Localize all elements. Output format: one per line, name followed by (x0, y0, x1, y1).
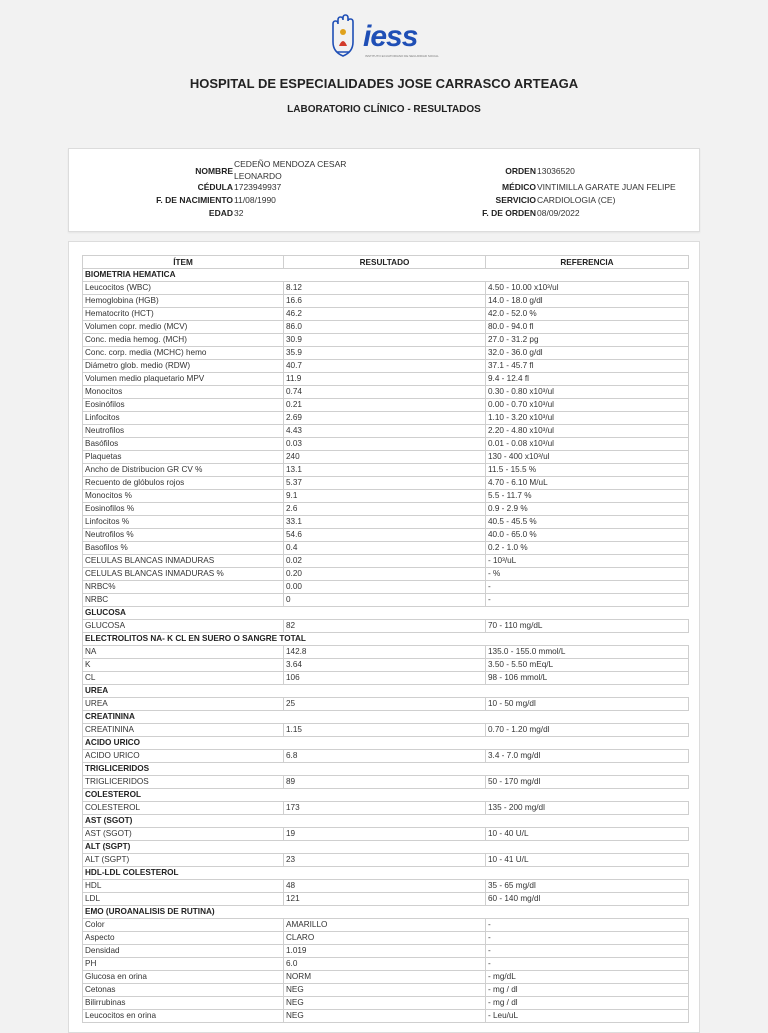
item-name-cell: PH (83, 958, 284, 971)
table-row (83, 828, 689, 841)
reference-cell: 35 - 65 mg/dl (486, 880, 689, 893)
item-name-cell: Conc. media hemog. (MCH) (83, 334, 284, 347)
table-row (83, 334, 689, 347)
table-row (83, 503, 689, 516)
reference-cell: 11.5 - 15.5 % (486, 464, 689, 477)
table-row (83, 971, 689, 984)
table-row (83, 542, 689, 555)
section-header-row (83, 789, 689, 802)
result-cell: NEG (284, 1010, 486, 1023)
result-cell: 142.8 (284, 646, 486, 659)
item-name-cell: Conc. corp. media (MCHC) hemo (83, 347, 284, 360)
item-name-cell: Ancho de Distribucion GR CV % (83, 464, 284, 477)
result-cell: 40.7 (284, 360, 486, 373)
table-row (83, 464, 689, 477)
item-name-cell: Densidad (83, 945, 284, 958)
edad-label: EDAD (208, 208, 233, 218)
servicio-value: CARDIOLOGIA (CE) (537, 195, 616, 205)
result-cell: 0.03 (284, 438, 486, 451)
table-row (83, 295, 689, 308)
result-cell: 25 (284, 698, 486, 711)
result-cell: 35.9 (284, 347, 486, 360)
reference-cell: 3.4 - 7.0 mg/dl (486, 750, 689, 763)
reference-cell: 42.0 - 52.0 % (486, 308, 689, 321)
result-cell: 19 (284, 828, 486, 841)
item-name-cell: Bilirrubinas (83, 997, 284, 1010)
item-name-cell: Neutrofilos % (83, 529, 284, 542)
table-row (83, 776, 689, 789)
reference-cell: 10 - 50 mg/dl (486, 698, 689, 711)
section-title: BIOMETRIA HEMATICA (83, 269, 689, 282)
table-row (83, 919, 689, 932)
item-name-cell: Recuento de glóbulos rojos (83, 477, 284, 490)
reference-cell: - mg / dl (486, 997, 689, 1010)
item-name-cell: Volumen copr. medio (MCV) (83, 321, 284, 334)
hand-shield-icon (329, 12, 357, 60)
reference-cell: - (486, 958, 689, 971)
result-cell: 2.6 (284, 503, 486, 516)
table-row (83, 282, 689, 295)
reference-cell: 37.1 - 45.7 fl (486, 360, 689, 373)
section-title: CREATININA (83, 711, 689, 724)
reference-cell: 4.50 - 10.00 x10³/ul (486, 282, 689, 295)
result-cell: 9.1 (284, 490, 486, 503)
table-row (83, 958, 689, 971)
reference-cell: - (486, 919, 689, 932)
result-cell: 46.2 (284, 308, 486, 321)
result-cell: 89 (284, 776, 486, 789)
table-row (83, 308, 689, 321)
logo-wordmark: iess (363, 20, 418, 53)
reference-cell: 0.2 - 1.0 % (486, 542, 689, 555)
result-cell: 0 (284, 594, 486, 607)
department-title: LABORATORIO CLÍNICO - RESULTADOS (287, 104, 481, 115)
reference-cell: 10 - 40 U/L (486, 828, 689, 841)
reference-cell: 10 - 41 U/L (486, 854, 689, 867)
reference-cell: 0.00 - 0.70 x10³/ul (486, 399, 689, 412)
reference-cell: - 10³/uL (486, 555, 689, 568)
reference-cell: - (486, 932, 689, 945)
item-name-cell: AST (SGOT) (83, 828, 284, 841)
table-row (83, 568, 689, 581)
table-row (83, 347, 689, 360)
result-cell: 48 (284, 880, 486, 893)
table-row (83, 360, 689, 373)
result-cell: 121 (284, 893, 486, 906)
results-table (82, 255, 689, 1023)
header-item: ÍTEM (83, 256, 284, 269)
section-title: HDL-LDL COLESTEROL (83, 867, 689, 880)
result-cell: 6.8 (284, 750, 486, 763)
reference-cell: 135.0 - 155.0 mmol/L (486, 646, 689, 659)
reference-cell: - mg/dL (486, 971, 689, 984)
servicio-label: SERVICIO (495, 195, 536, 205)
section-header-row (83, 867, 689, 880)
table-row (83, 932, 689, 945)
item-name-cell: Monocitos (83, 386, 284, 399)
result-cell: 173 (284, 802, 486, 815)
table-row (83, 490, 689, 503)
item-name-cell: Glucosa en orina (83, 971, 284, 984)
result-cell: 5.37 (284, 477, 486, 490)
reference-cell: 80.0 - 94.0 fl (486, 321, 689, 334)
item-name-cell: CELULAS BLANCAS INMADURAS (83, 555, 284, 568)
section-header-row (83, 633, 689, 646)
table-row (83, 399, 689, 412)
reference-cell: - mg / dl (486, 984, 689, 997)
result-cell: 33.1 (284, 516, 486, 529)
reference-cell: - Leu/uL (486, 1010, 689, 1023)
result-cell: 240 (284, 451, 486, 464)
table-row (83, 1010, 689, 1023)
reference-cell: 32.0 - 36.0 g/dl (486, 347, 689, 360)
medico-value: VINTIMILLA GARATE JUAN FELIPE (537, 182, 676, 192)
item-name-cell: Linfocitos % (83, 516, 284, 529)
result-cell: 11.9 (284, 373, 486, 386)
hospital-title: HOSPITAL DE ESPECIALIDADES JOSE CARRASCO ARTEAGA (189, 76, 579, 91)
reference-cell: 135 - 200 mg/dl (486, 802, 689, 815)
result-cell: 8.12 (284, 282, 486, 295)
medico-label: MÉDICO (502, 182, 536, 192)
item-name-cell: Aspecto (83, 932, 284, 945)
result-cell: 1.15 (284, 724, 486, 737)
item-name-cell: NA (83, 646, 284, 659)
cedula-label: CÉDULA (197, 182, 233, 192)
result-cell: 13.1 (284, 464, 486, 477)
result-cell: 23 (284, 854, 486, 867)
header-referencia: REFERENCIA (486, 256, 689, 269)
section-header-row (83, 815, 689, 828)
section-header-row (83, 763, 689, 776)
result-cell: 106 (284, 672, 486, 685)
section-header-row (83, 607, 689, 620)
result-cell: 0.4 (284, 542, 486, 555)
section-title: TRIGLICERIDOS (83, 763, 689, 776)
table-row (83, 802, 689, 815)
section-title: ELECTROLITOS NA- K CL EN SUERO O SANGRE TOTAL (83, 633, 689, 646)
orden-value: 13036520 (537, 166, 575, 176)
table-header-row (83, 256, 689, 269)
result-cell: 0.20 (284, 568, 486, 581)
table-row (83, 425, 689, 438)
table-row (83, 997, 689, 1010)
result-cell: 0.21 (284, 399, 486, 412)
reference-cell: - (486, 945, 689, 958)
orden-label: ORDEN (505, 166, 536, 176)
table-row (83, 386, 689, 399)
item-name-cell: Basofilos % (83, 542, 284, 555)
reference-cell: 0.01 - 0.08 x10³/ul (486, 438, 689, 451)
result-cell: 3.64 (284, 659, 486, 672)
logo-subtext: INSTITUTO ECUATORIANO DE SEGURIDAD SOCIAL (365, 54, 439, 58)
item-name-cell: K (83, 659, 284, 672)
item-name-cell: Diámetro glob. medio (RDW) (83, 360, 284, 373)
item-name-cell: Cetonas (83, 984, 284, 997)
section-title: UREA (83, 685, 689, 698)
section-title: EMO (UROANALISIS DE RUTINA) (83, 906, 689, 919)
item-name-cell: CELULAS BLANCAS INMADURAS % (83, 568, 284, 581)
item-name-cell: Color (83, 919, 284, 932)
reference-cell: 3.50 - 5.50 mEq/L (486, 659, 689, 672)
reference-cell: - (486, 581, 689, 594)
result-cell: NORM (284, 971, 486, 984)
header-resultado: RESULTADO (284, 256, 486, 269)
result-cell: 16.6 (284, 295, 486, 308)
nacimiento-value: 11/08/1990 (234, 195, 276, 205)
item-name-cell: Basófilos (83, 438, 284, 451)
nombre-value-line1: CEDEÑO MENDOZA CESAR (234, 159, 347, 169)
reference-cell: 40.5 - 45.5 % (486, 516, 689, 529)
item-name-cell: LDL (83, 893, 284, 906)
nombre-value-line2: LEONARDO (234, 171, 282, 181)
table-row (83, 698, 689, 711)
section-title: GLUCOSA (83, 607, 689, 620)
table-row (83, 724, 689, 737)
cedula-value: 1723949937 (234, 182, 282, 192)
table-row (83, 659, 689, 672)
reference-cell: - % (486, 568, 689, 581)
reference-cell: 0.9 - 2.9 % (486, 503, 689, 516)
reference-cell: 50 - 170 mg/dl (486, 776, 689, 789)
item-name-cell: CL (83, 672, 284, 685)
item-name-cell: ACIDO URICO (83, 750, 284, 763)
section-header-row (83, 841, 689, 854)
result-cell: 1.019 (284, 945, 486, 958)
results-body (83, 269, 689, 1023)
reference-cell: - (486, 594, 689, 607)
result-cell: 6.0 (284, 958, 486, 971)
reference-cell: 60 - 140 mg/dl (486, 893, 689, 906)
item-name-cell: Volumen medio plaquetario MPV (83, 373, 284, 386)
item-name-cell: NRBC (83, 594, 284, 607)
reference-cell: 70 - 110 mg/dL (486, 620, 689, 633)
reference-cell: 14.0 - 18.0 g/dl (486, 295, 689, 308)
reference-cell: 130 - 400 x10³/ul (486, 451, 689, 464)
patient-info-card (68, 148, 700, 232)
iess-logo (325, 10, 445, 64)
item-name-cell: Plaquetas (83, 451, 284, 464)
item-name-cell: Neutrofilos (83, 425, 284, 438)
reference-cell: 0.30 - 0.80 x10³/ul (486, 386, 689, 399)
result-cell: CLARO (284, 932, 486, 945)
result-cell: AMARILLO (284, 919, 486, 932)
fecha-orden-label: F. DE ORDEN (482, 208, 536, 218)
item-name-cell: Leucocitos en orina (83, 1010, 284, 1023)
section-header-row (83, 711, 689, 724)
reference-cell: 4.70 - 6.10 M/uL (486, 477, 689, 490)
table-row (83, 893, 689, 906)
table-row (83, 321, 689, 334)
item-name-cell: COLESTEROL (83, 802, 284, 815)
item-name-cell: GLUCOSA (83, 620, 284, 633)
result-cell: 30.9 (284, 334, 486, 347)
table-row (83, 477, 689, 490)
reference-cell: 0.70 - 1.20 mg/dl (486, 724, 689, 737)
table-row (83, 854, 689, 867)
table-row (83, 516, 689, 529)
table-row (83, 945, 689, 958)
item-name-cell: HDL (83, 880, 284, 893)
reference-cell: 5.5 - 11.7 % (486, 490, 689, 503)
section-title: AST (SGOT) (83, 815, 689, 828)
item-name-cell: Leucocitos (WBC) (83, 282, 284, 295)
reference-cell: 1.10 - 3.20 x10³/ul (486, 412, 689, 425)
item-name-cell: Hematocrito (HCT) (83, 308, 284, 321)
section-title: ALT (SGPT) (83, 841, 689, 854)
table-row (83, 581, 689, 594)
item-name-cell: NRBC% (83, 581, 284, 594)
table-row (83, 412, 689, 425)
results-panel (68, 241, 700, 1033)
table-row (83, 594, 689, 607)
result-cell: 4.43 (284, 425, 486, 438)
table-row (83, 373, 689, 386)
table-row (83, 451, 689, 464)
reference-cell: 9.4 - 12.4 fl (486, 373, 689, 386)
table-row (83, 646, 689, 659)
section-title: ACIDO URICO (83, 737, 689, 750)
result-cell: 0.74 (284, 386, 486, 399)
edad-value: 32 (234, 208, 244, 218)
item-name-cell: Hemoglobina (HGB) (83, 295, 284, 308)
reference-cell: 2.20 - 4.80 x10³/ul (486, 425, 689, 438)
reference-cell: 98 - 106 mmol/L (486, 672, 689, 685)
item-name-cell: Monocitos % (83, 490, 284, 503)
table-row (83, 750, 689, 763)
result-cell: NEG (284, 997, 486, 1010)
table-row (83, 880, 689, 893)
table-row (83, 555, 689, 568)
section-header-row (83, 269, 689, 282)
item-name-cell: Eosinófilos (83, 399, 284, 412)
result-cell: 86.0 (284, 321, 486, 334)
item-name-cell: Eosinofilos % (83, 503, 284, 516)
section-title: COLESTEROL (83, 789, 689, 802)
result-cell: 82 (284, 620, 486, 633)
table-row (83, 672, 689, 685)
table-row (83, 620, 689, 633)
table-row (83, 438, 689, 451)
result-cell: NEG (284, 984, 486, 997)
fecha-orden-value: 08/09/2022 (537, 208, 580, 218)
item-name-cell: TRIGLICERIDOS (83, 776, 284, 789)
section-header-row (83, 906, 689, 919)
table-row (83, 984, 689, 997)
result-cell: 0.02 (284, 555, 486, 568)
item-name-cell: CREATININA (83, 724, 284, 737)
result-cell: 0.00 (284, 581, 486, 594)
result-cell: 2.69 (284, 412, 486, 425)
item-name-cell: ALT (SGPT) (83, 854, 284, 867)
section-header-row (83, 685, 689, 698)
reference-cell: 40.0 - 65.0 % (486, 529, 689, 542)
item-name-cell: Linfocitos (83, 412, 284, 425)
nacimiento-label: F. DE NACIMIENTO (156, 195, 233, 205)
result-cell: 54.6 (284, 529, 486, 542)
nombre-label: NOMBRE (195, 166, 233, 176)
section-header-row (83, 737, 689, 750)
reference-cell: 27.0 - 31.2 pg (486, 334, 689, 347)
table-row (83, 529, 689, 542)
item-name-cell: UREA (83, 698, 284, 711)
